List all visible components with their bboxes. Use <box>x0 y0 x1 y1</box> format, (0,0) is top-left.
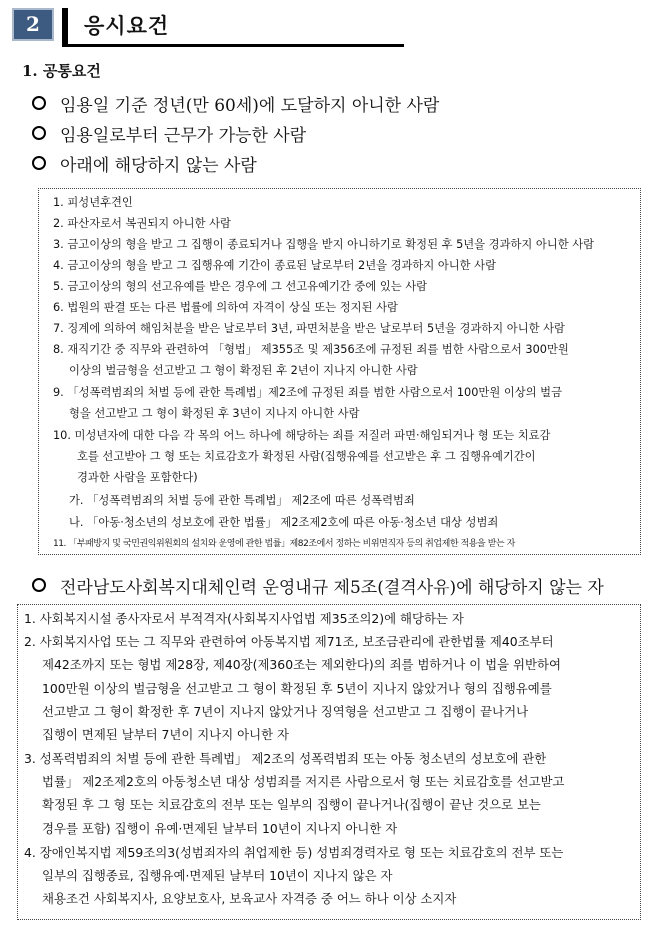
circle-bullet-icon <box>32 126 46 140</box>
section-header <box>12 8 404 46</box>
circle-bullet-icon <box>32 578 46 592</box>
list-item-continuation: 호를 선고받아 그 형 또는 치료감호가 확정된 사람(집행유예를 선고받은 후 그 집행유예기간이 <box>77 450 536 463</box>
section-title-common-requirements: 1. 공통요건 <box>22 62 101 80</box>
list-item: 11. 「부패방지 및 국민권익위원회의 설치와 운영에 관한 법률」제82조에서 정하는 비위면직자 등의 취업제한 적용을 받는 자 <box>53 539 515 549</box>
list-sub-item: 나. 「아동·청소년의 성보호에 관한 법률」 제2조제2호에 따른 아동·청소년 대상 성범죄 <box>69 516 499 529</box>
list-item: 2. 사회복지사업 또는 그 직무와 관련하여 아동복지법 제71조, 보조금관리에 관한법률 제40조부터 <box>24 634 554 649</box>
list-item: 10. 미성년자에 대한 다음 각 목의 어느 하나에 해당하는 죄를 저질러 파면·해임되거나 형 또는 치료감 <box>53 429 551 442</box>
bullet-text: 임용일 기준 정년(만 60세)에 도달하지 아니한 사람 <box>60 96 440 116</box>
bullet-text: 임용일로부터 근무가 가능한 사람 <box>60 126 307 146</box>
bullet-item <box>32 151 257 176</box>
list-item: 2. 파산자로서 복권되지 아니한 사람 <box>53 217 231 230</box>
list-item-continuation: 경과한 사람을 포함한다) <box>77 471 198 484</box>
list-item-continuation: 확정된 후 그 형 또는 치료감호의 전부 또는 일부의 집행이 끝나거나(집행이 끝난 것으로 보는 <box>42 797 541 812</box>
list-item: 4. 금고이상의 형을 받고 그 집행유예 기간이 종료된 날로부터 2년을 경과하지 아니한 사람 <box>53 259 497 272</box>
list-item: 5. 금고이상의 형의 선고유예를 받은 경우에 그 선고유예기간 중에 있는 사람 <box>53 280 428 293</box>
header-underline <box>62 44 404 47</box>
bullet-text: 아래에 해당하지 않는 사람 <box>60 156 257 176</box>
list-item: 1. 사회복지시설 종사자로서 부적격자(사회복지사업법 제35조의2)에 해당하는 자 <box>24 611 464 626</box>
list-item-continuation: 제42조까지 또는 형법 제28장, 제40장(제360조는 제외한다)의 죄를 범하거나 이 법을 위반하여 <box>42 657 561 672</box>
circle-bullet-icon <box>32 96 46 110</box>
list-item-continuation: 법률」 제2조제2호의 아동청소년 대상 성범죄를 저지른 사람으로서 형 또는 치료감호를 선고받고 <box>42 774 565 789</box>
circle-bullet-icon <box>32 156 46 170</box>
list-item-continuation: 이상의 벌금형을 선고받고 그 형이 확정된 후 2년이 지나지 아니한 사람 <box>69 364 418 377</box>
list-item: 6. 법원의 판결 또는 다른 법률에 의하여 자격이 상실 또는 정지된 사람 <box>53 301 398 314</box>
list-item: 3. 성폭력범죄의 처벌 등에 관한 특례법」 제2조의 성폭력범죄 또는 아동 청소년의 성보호에 관한 <box>24 751 547 766</box>
list-item: 3. 금고이상의 형을 받고 그 집행이 종료되거나 집행을 받지 아니하기로 확정된 후 5년을 경과하지 아니한 사람 <box>53 238 595 251</box>
list-item-continuation: 경우를 포함) 집행이 유예·면제된 날부터 10년이 지나지 아니한 자 <box>42 821 398 836</box>
page-title: 응시요건 <box>84 14 170 38</box>
list-item: 9. 「성폭력범죄의 처벌 등에 관한 특례법」제2조에 규정된 죄를 범한 사람으로서 100만원 이상의 벌금 <box>53 386 562 399</box>
bullet-item <box>32 91 439 116</box>
list-item: 8. 재직기간 중 직무와 관련하여 「형법」 제355조 및 제356조에 규정된 죄를 범한 사람으로서 300만원 <box>53 343 569 356</box>
list-item-continuation: 선고받고 그 형이 확정한 후 7년이 지나지 않았거나 징역형을 선고받고 그 집행이 끝나거나 <box>42 704 529 719</box>
list-item-continuation: 일부의 집행종료, 집행유예·면제된 날부터 10년이 지나지 않은 자 <box>42 868 393 883</box>
list-item-continuation: 형을 선고받고 그 형이 확정된 후 3년이 지나지 아니한 사람 <box>69 407 360 420</box>
list-item-continuation: 집행이 면제된 날부터 7년이 지나지 아니한 자 <box>42 727 289 742</box>
list-item: 7. 징계에 의하여 해임처분을 받은 날로부터 3년, 파면처분을 받은 날로부터 5년을 경과하지 아니한 사람 <box>53 322 565 335</box>
list-item-continuation: 100만원 이상의 벌금형을 선고받고 그 형이 확정된 후 5년이 지나지 않았거나 형의 집행유예를 <box>42 681 552 696</box>
bullet-item <box>32 573 604 598</box>
list-sub-item: 가. 「성폭력범죄의 처벌 등에 관한 특례법」 제2조에 따른 성폭력범죄 <box>69 494 415 507</box>
bullet-text: 전라남도사회복지대체인력 운영내규 제5조(결격사유)에 해당하지 않는 자 <box>60 578 604 598</box>
header-bar <box>62 8 68 46</box>
disqualification-reasons-box <box>17 604 641 920</box>
section-number-badge: 2 <box>12 8 54 41</box>
list-item: 4. 장애인복지법 제59조의3(성범죄자의 취업제한 등) 성범죄경력자로 형 또는 치료감호의 전부 또는 <box>24 845 564 860</box>
bullet-item <box>32 121 306 146</box>
employment-condition: 채용조건 사회복지사, 요양보호사, 보육교사 자격증 중 어느 하나 이상 소지자 <box>42 891 457 906</box>
disqualification-list-box <box>38 188 641 555</box>
list-item: 1. 피성년후견인 <box>53 196 133 209</box>
